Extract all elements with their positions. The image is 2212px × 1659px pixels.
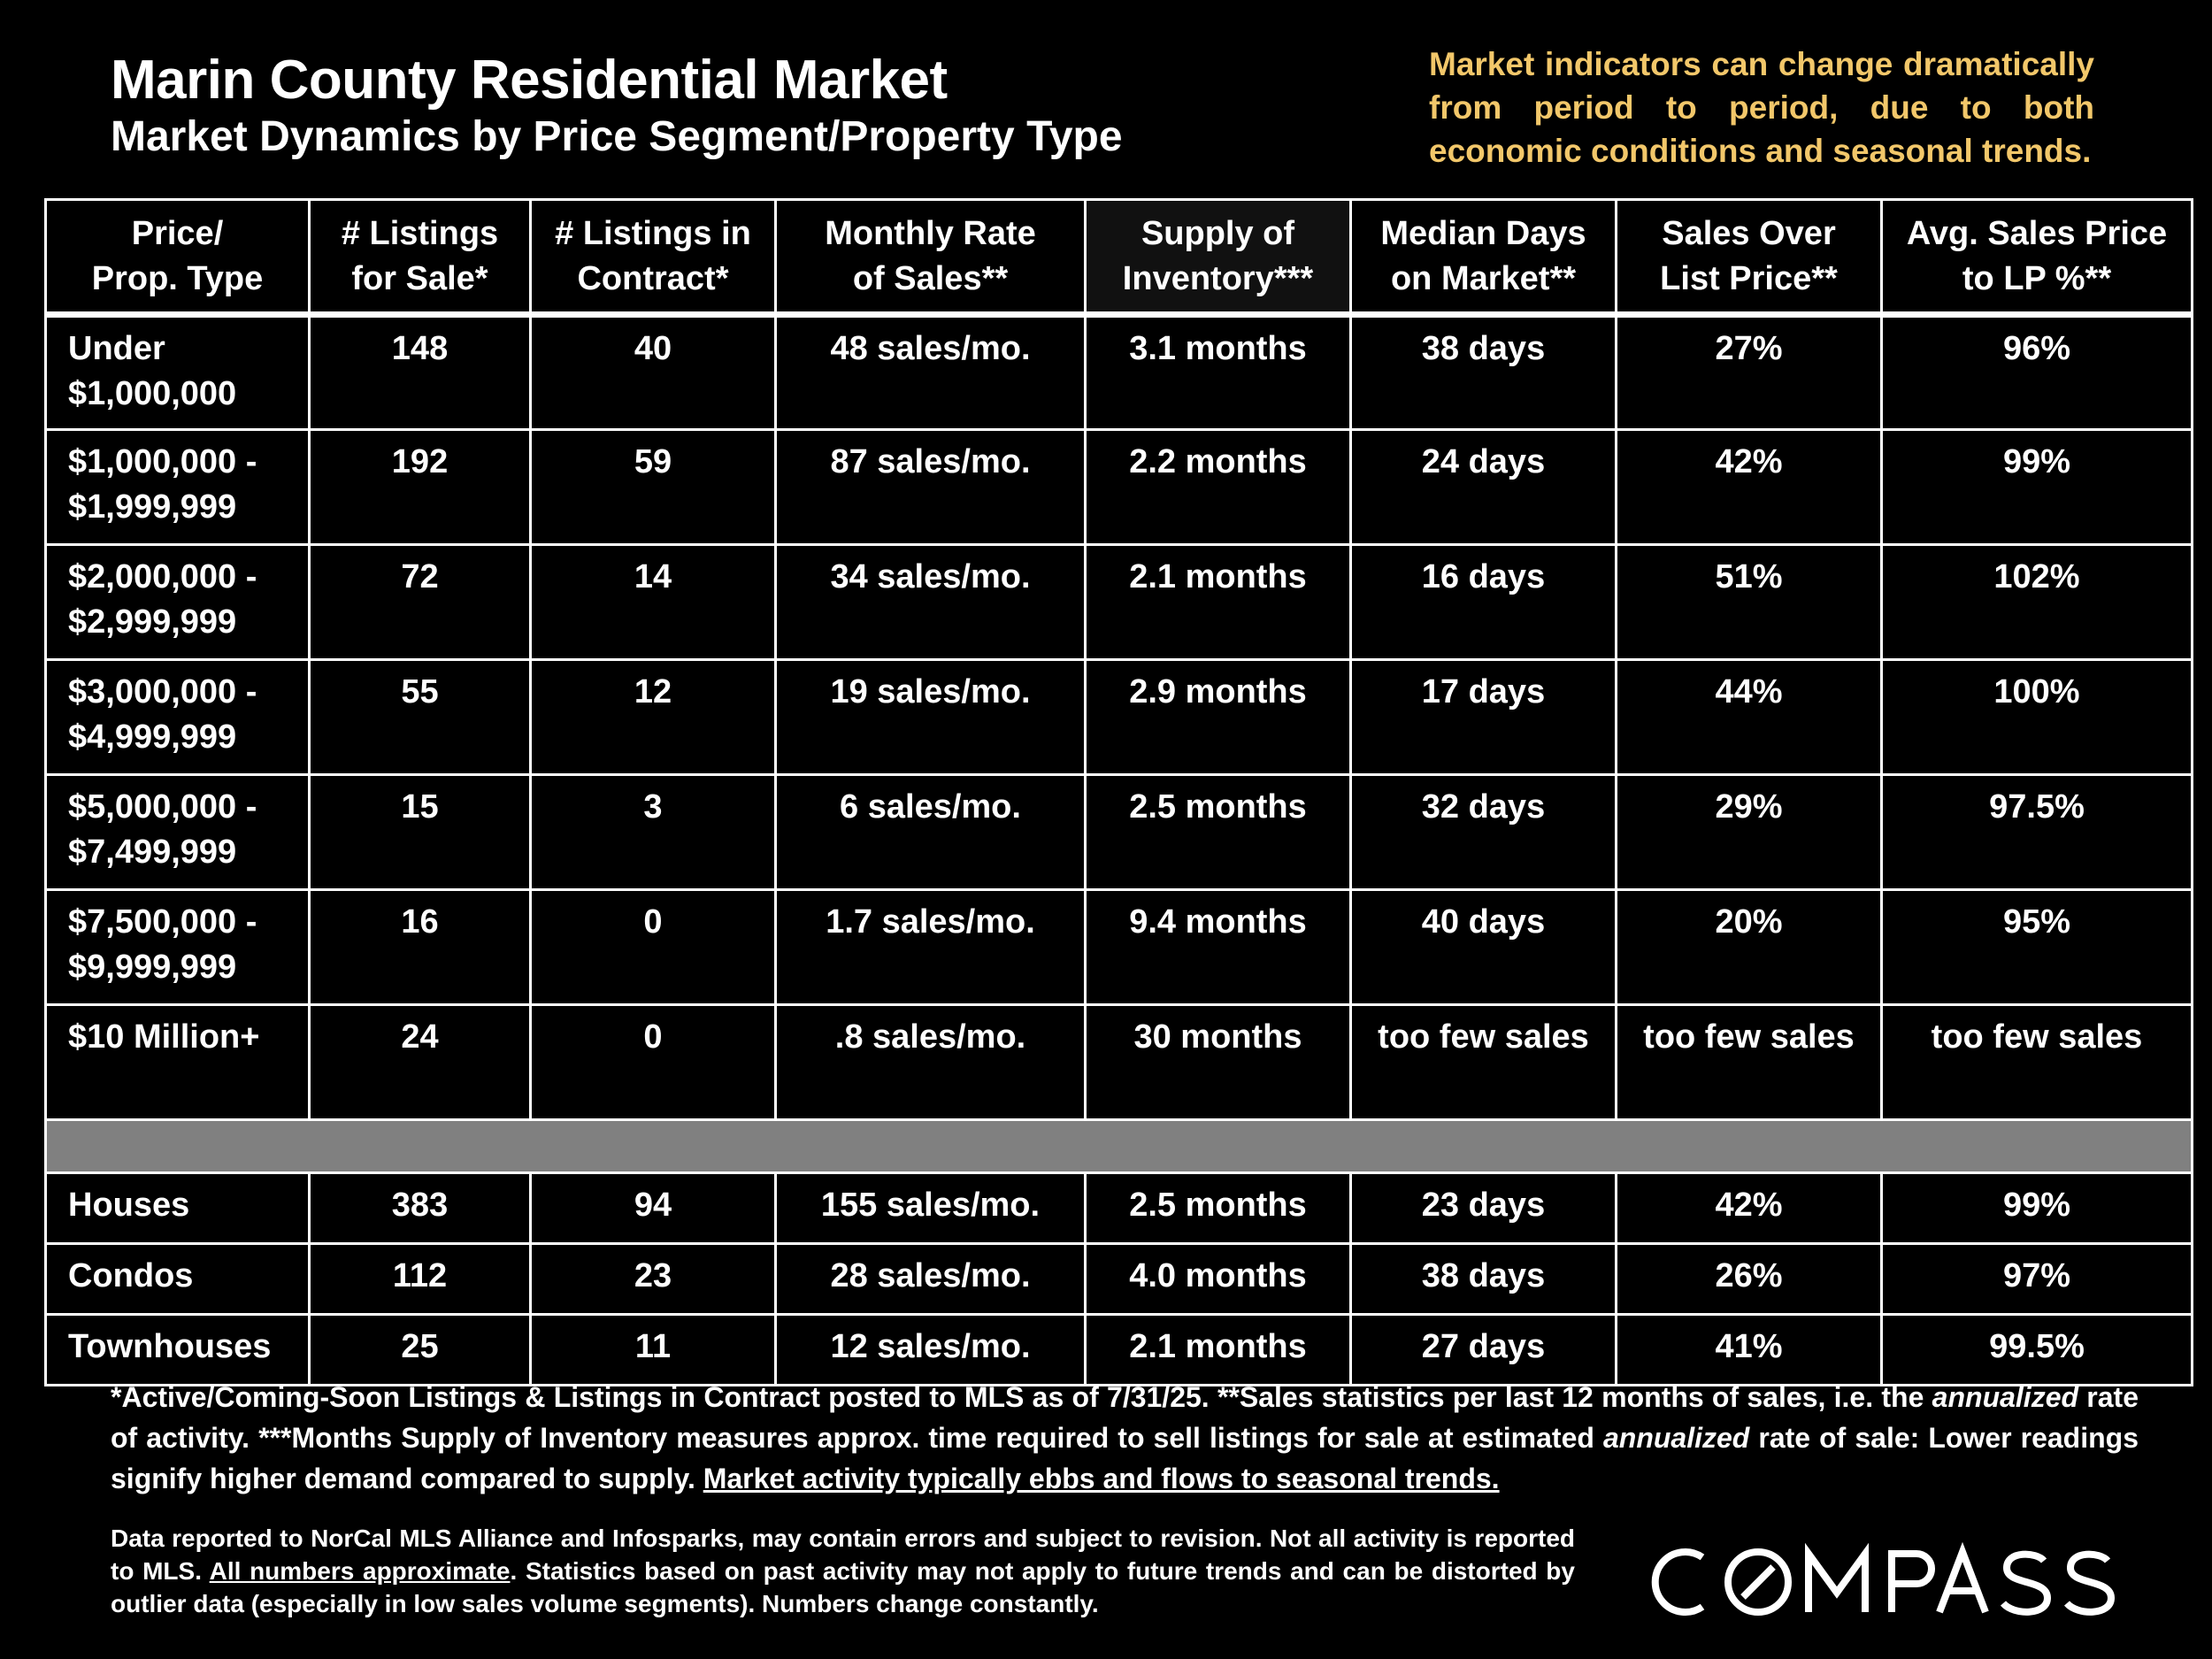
table-row: $3,000,000 - $4,999,999 55 12 19 sales/mo. 2.9 months 17 days 44% 100% xyxy=(46,660,2193,775)
svg-text:COMPASS: COMPASS xyxy=(1647,1469,2127,1557)
table-row: $7,500,000 - $9,999,999 16 0 1.7 sales/mo. 9.4 months 40 days 20% 95% xyxy=(46,890,2193,1005)
table-row: $2,000,000 - $2,999,999 72 14 34 sales/mo. 2.1 months 16 days 51% 102% xyxy=(46,545,2193,660)
page-title: Marin County Residential Market xyxy=(111,50,948,111)
col-header-monthly-rate: Monthly Rate of Sales** xyxy=(776,200,1086,315)
market-notice: Market indicators can change dramatically from period to period, due to both economic conditions and seasonal trends. xyxy=(1429,46,2094,169)
table-row: $1,000,000 - $1,999,999 192 59 87 sales/mo. 2.2 months 24 days 42% 99% xyxy=(46,430,2193,545)
table-row: $5,000,000 - $7,499,999 15 3 6 sales/mo. 2.5 months 32 days 29% 97.5% xyxy=(46,775,2193,890)
col-header-listings: # Listings for Sale* xyxy=(310,200,531,315)
footnote-sales-statistics: *Active/Coming-Soon Listings & Listings in Contract posted to MLS as of 7/31/25. **Sales statistics per last 12 months of sales, i.e. the annualized rate of activity. ***Months Supply of Inventory measures approx. time required to sell listings for sale at estimated annualized rate of sale: Lower readings signify higher demand compared to supply. Market activity typically ebbs and flows to seasonal trends. xyxy=(111,1381,2139,1494)
market-dynamics-table xyxy=(44,198,2193,1386)
table-row: Townhouses 25 11 12 sales/mo. 2.1 months 27 days 41% 99.5% xyxy=(46,1315,2193,1386)
section-separator xyxy=(46,1120,2193,1173)
col-header-over-list: Sales Over List Price** xyxy=(1617,200,1882,315)
page-subtitle: Market Dynamics by Price Segment/Property Type xyxy=(111,113,1123,160)
col-header-dom: Median Days on Market** xyxy=(1351,200,1617,315)
table-row: $10 Million+ 24 0 .8 sales/mo. 30 months too few sales too few sales too few sales xyxy=(46,1005,2193,1120)
col-header-price-type: Price/ Prop. Type xyxy=(46,200,310,315)
compass-logo xyxy=(1647,1469,2127,1624)
col-header-avg-lp: Avg. Sales Price to LP %** xyxy=(1882,200,2193,315)
footnote-data-disclaimer: Data reported to NorCal MLS Alliance and Infosparks, may contain errors and subject to revision. Not all activity is reported to MLS. All numbers approximate. Statistics based on past activity may not apply to future trends and can be distorted by outlier data (especially in low sales volume segments). Numbers change constantly. xyxy=(111,1525,1575,1617)
col-header-supply: Supply of Inventory*** xyxy=(1086,200,1351,315)
table-row: Condos 112 23 28 sales/mo. 4.0 months 38 days 26% 97% xyxy=(46,1244,2193,1315)
compass-logo-mark xyxy=(1647,1469,2127,1624)
table-header-row xyxy=(46,200,2193,315)
col-header-contract: # Listings in Contract* xyxy=(531,200,776,315)
table-row: Houses 383 94 155 sales/mo. 2.5 months 23 days 42% 99% xyxy=(46,1173,2193,1244)
table-row: Under $1,000,000 148 40 48 sales/mo. 3.1 months 38 days 27% 96% xyxy=(46,315,2193,430)
